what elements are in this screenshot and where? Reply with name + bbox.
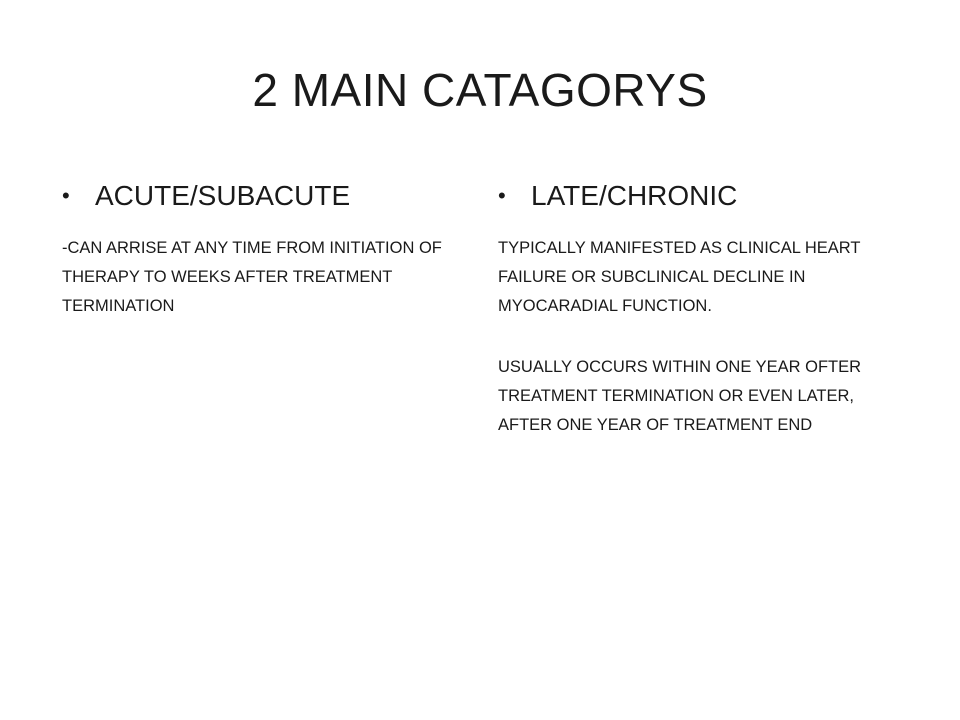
right-paragraph-1: TYPICALLY MANIFESTED AS CLINICAL HEART FAILURE OR SUBCLINICAL DECLINE IN MYOCARADIAL FUNCTION.: [498, 239, 861, 315]
bullet-icon: •: [62, 183, 70, 208]
left-paragraph: -CAN ARRISE AT ANY TIME FROM INITIATION OF THERAPY TO WEEKS AFTER TREATMENT TERMINATION: [62, 239, 442, 315]
slide-title: 2 MAIN CATAGORYS: [252, 64, 708, 116]
left-column-heading: [62, 176, 462, 216]
right-heading-text: LATE/CHRONIC: [531, 180, 738, 211]
bullet-icon: •: [498, 183, 506, 208]
right-column-heading: [498, 176, 898, 216]
right-paragraph-2: USUALLY OCCURS WITHIN ONE YEAR OFTER TREATMENT TERMINATION OR EVEN LATER, AFTER ONE YEAR OF TREATMENT END: [498, 358, 862, 434]
left-heading-text: ACUTE/SUBACUTE: [95, 180, 351, 211]
right-column: [498, 176, 898, 440]
left-column: [62, 176, 462, 321]
